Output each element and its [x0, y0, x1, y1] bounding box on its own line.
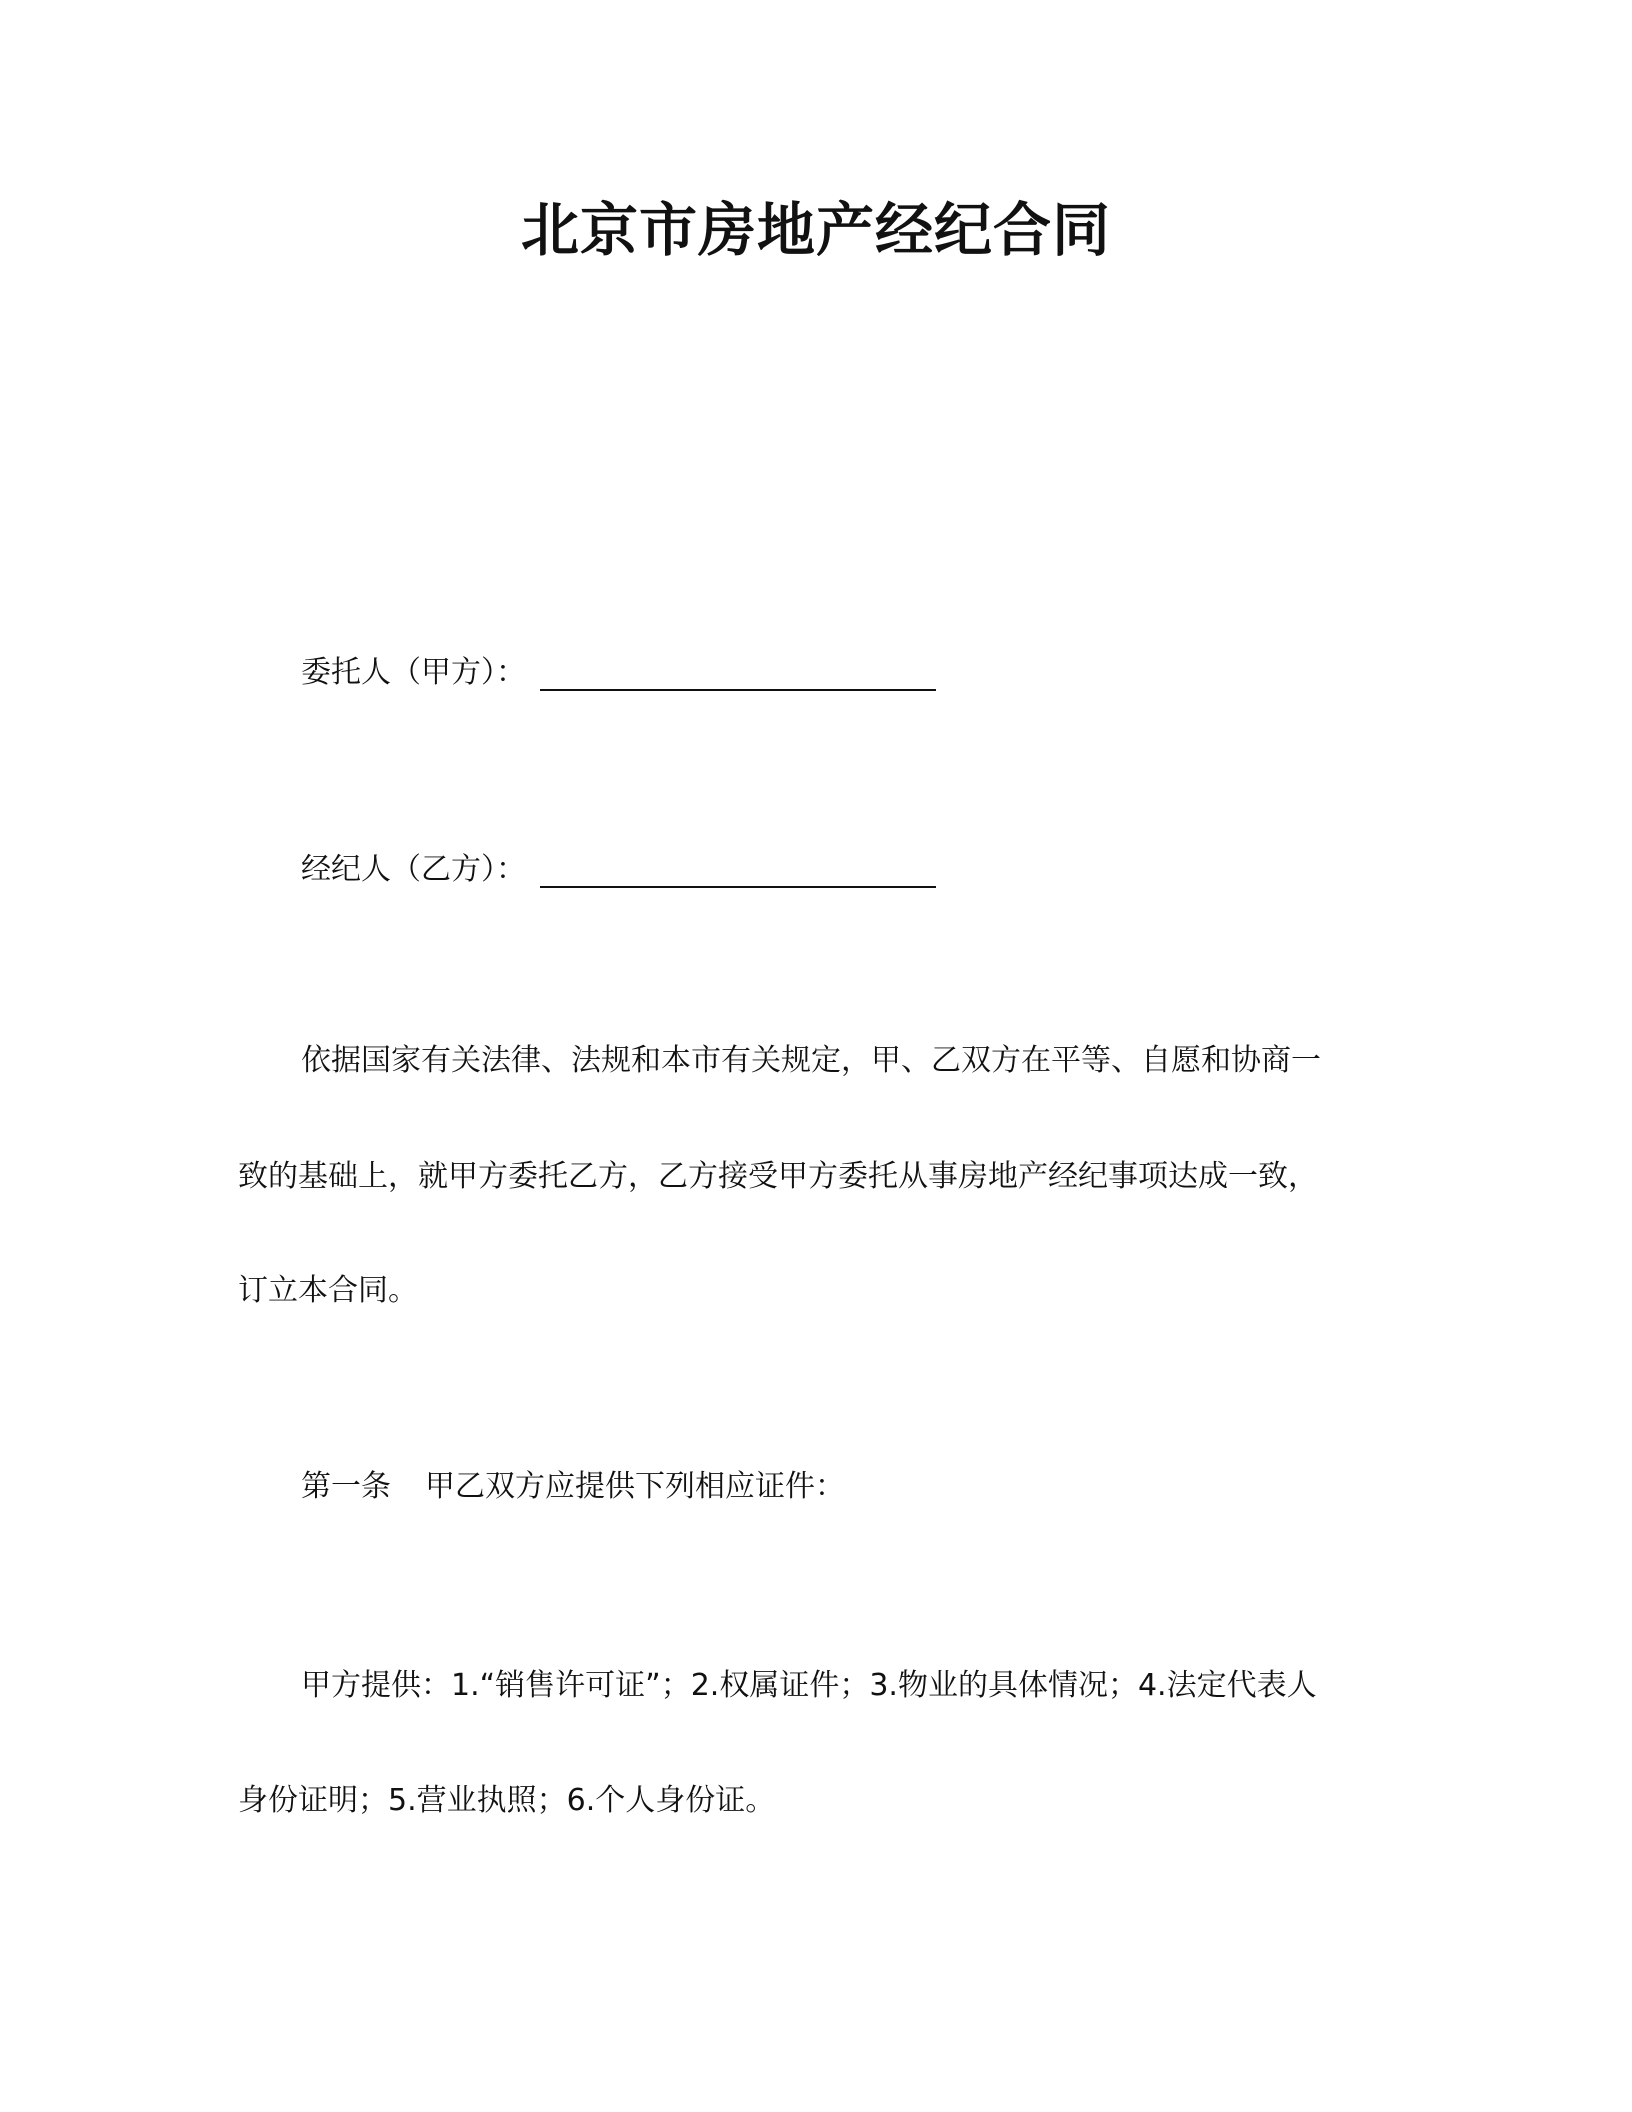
broker-blank-line[interactable] [540, 846, 936, 888]
preamble-line-2: 致的基础上，就甲方委托乙方，乙方接受甲方委托从事房地产经纪事项达成一致， [238, 1159, 1318, 1194]
article-1-title: 甲乙双方应提供下列相应证件： [425, 1469, 845, 1504]
party-a-docs-line-1: 甲方提供：1.“销售许可证”；2.权属证件；3.物业的具体情况；4.法定代表人 [301, 1668, 1317, 1703]
client-field-row [301, 645, 936, 695]
document-title: 北京市房地产经纪合同 [520, 196, 1111, 264]
preamble-line-1: 依据国家有关法律、法规和本市有关规定，甲、乙双方在平等、自愿和协商一 [301, 1043, 1321, 1078]
party-a-docs-line-2: 身份证明；5.营业执照；6.个人身份证。 [238, 1783, 776, 1818]
client-blank-line[interactable] [540, 649, 936, 691]
client-label: 委托人（甲方）： [301, 655, 526, 690]
article-1-heading [301, 1465, 845, 1509]
broker-field-row [301, 842, 936, 892]
article-1-number: 第一条 [301, 1469, 391, 1504]
preamble-line-3: 订立本合同。 [238, 1273, 418, 1308]
broker-label: 经纪人（乙方）： [301, 852, 526, 887]
